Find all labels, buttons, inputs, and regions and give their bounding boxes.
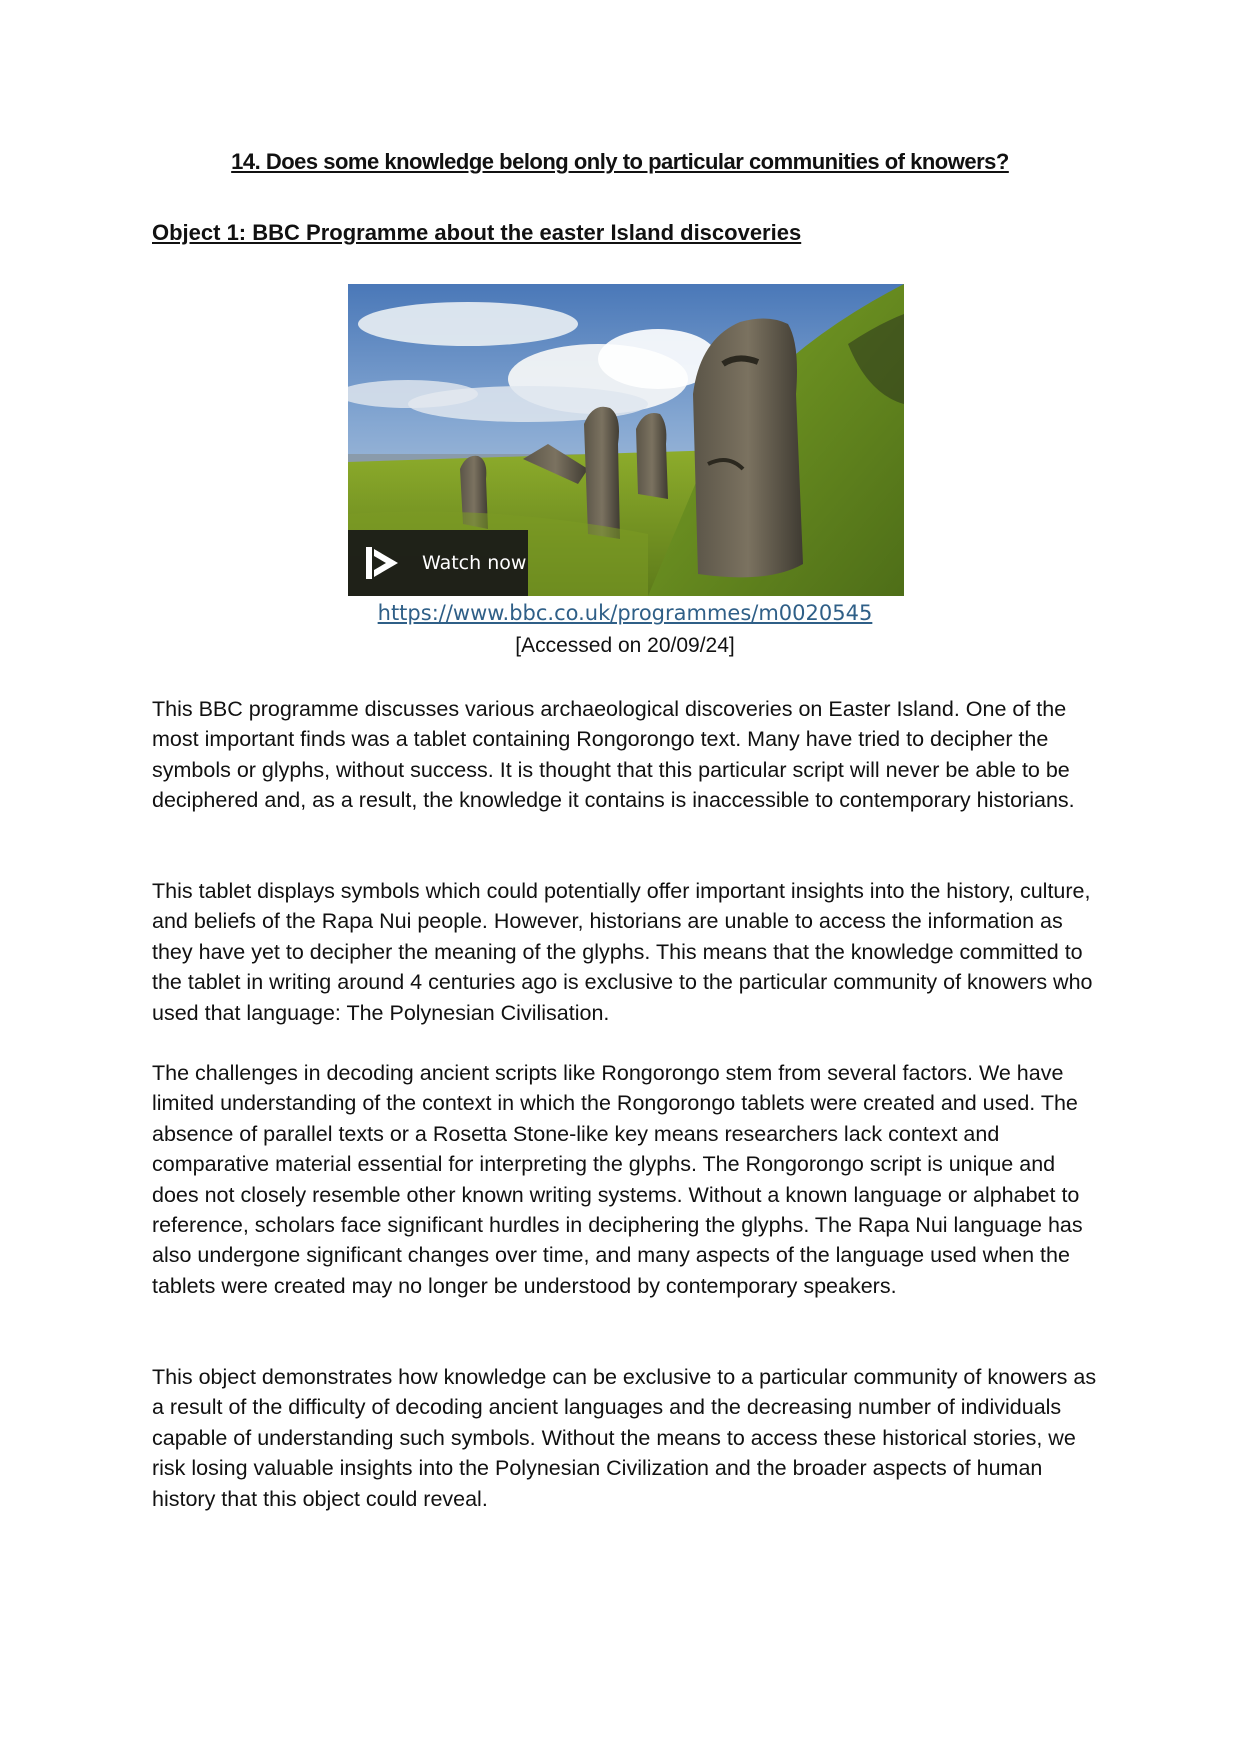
body-paragraph: This object demonstrates how knowledge can be exclusive to a particular community of knowers as a result of the difficulty of decoding ancient languages and the decreasing number of individuals capable of understanding such symbols. Without the means to access these historical stories, we risk losing valuable insights into the Polynesian Civilization and the broader aspects of human history that this object could reveal. — [152, 1365, 1097, 1511]
video-thumbnail[interactable] — [348, 284, 904, 596]
watch-now-button[interactable] — [348, 530, 528, 596]
object-heading: Object 1: BBC Programme about the easter Island discoveries — [152, 220, 802, 245]
body-paragraph: The challenges in decoding ancient scripts like Rongorongo stem from several factors. We have limited understanding of the context in which the Rongorongo tablets were created and used. The absence of parallel texts or a Rosetta Stone-like key means researchers lack context and comparative material essential for interpreting the glyphs. The Rongorongo script is unique and does not closely resemble other known writing systems. Without a known language or alphabet to reference, scholars face significant hurdles in deciphering the glyphs. The Rapa Nui language has also undergone significant changes over time, and many aspects of the language used when the tablets were created may no longer be understood by contemporary speakers. — [152, 1061, 1083, 1298]
source-url-link[interactable]: https://www.bbc.co.uk/programmes/m0020545 — [377, 601, 873, 625]
body-paragraph: This tablet displays symbols which could potentially offer important insights into the history, culture, and beliefs of the Rapa Nui people. However, historians are unable to access the information as they have yet to decipher the meaning of the glyphs. This means that the knowledge committed to the tablet in writing around 4 centuries ago is exclusive to the particular community of knowers who used that language: The Polynesian Civilisation. — [152, 879, 1093, 1025]
body-paragraph: This BBC programme discusses various archaeological discoveries on Easter Island. One of the most important finds was a tablet containing Rongorongo text. Many have tried to decipher the symbols or glyphs, without success. It is thought that this particular script will never be able to be deciphered and, as a result, the knowledge it contains is inaccessible to contemporary historians. — [152, 697, 1075, 813]
accessed-date: [Accessed on 20/09/24] — [515, 634, 735, 657]
watch-now-label: Watch now — [422, 552, 527, 574]
iplayer-play-icon — [364, 545, 400, 581]
page-title: 14. Does some knowledge belong only to particular communities of knowers? — [231, 149, 1009, 174]
